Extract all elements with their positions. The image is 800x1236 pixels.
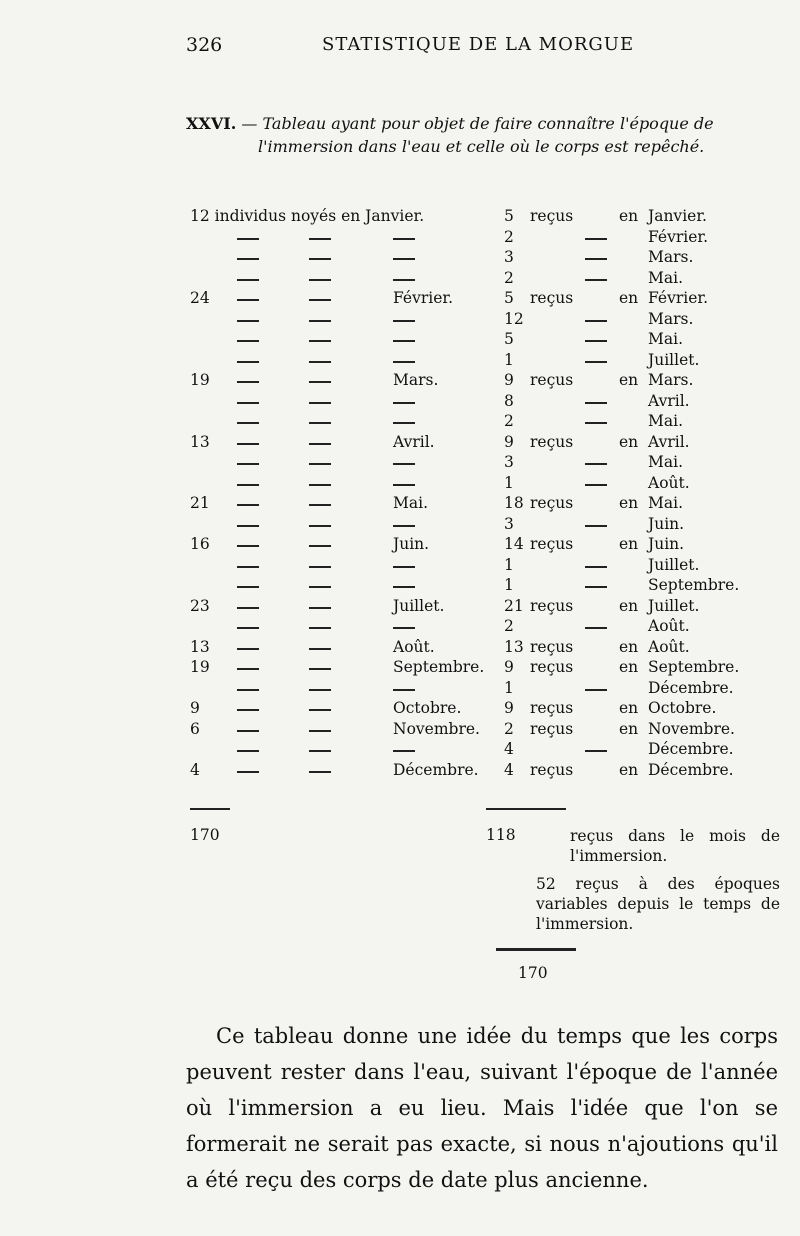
ditto-dash: [309, 750, 331, 752]
ditto-dash: [309, 607, 331, 609]
found-month: Mai.: [648, 268, 683, 287]
immersed-count: 19: [190, 371, 210, 389]
ditto-dash: [309, 566, 331, 568]
found-count: 13: [504, 637, 524, 656]
found-month: Mai.: [648, 494, 683, 512]
found-count: 3: [504, 514, 514, 533]
table-row: [0, 207, 800, 228]
ditto-dash: [585, 627, 607, 629]
grand-total: 170: [518, 964, 548, 982]
ditto-dash: [585, 340, 607, 342]
table-row: [0, 679, 800, 700]
recus-label: reçus: [530, 371, 574, 389]
table-row: [0, 699, 800, 720]
table-row: [0, 515, 800, 536]
ditto-dash: [309, 484, 331, 486]
ditto-dash: [393, 484, 415, 486]
ditto-dash: [309, 361, 331, 363]
drowning-table: [0, 207, 800, 781]
found-month: Juillet.: [648, 596, 700, 615]
immersion-month: Novembre.: [393, 719, 480, 738]
ditto-dash: [309, 422, 331, 424]
ditto-dash: [309, 320, 331, 322]
ditto-dash: [237, 422, 259, 424]
en-label: en: [619, 207, 639, 225]
ditto-dash: [309, 586, 331, 588]
found-month: Août.: [648, 637, 690, 656]
ditto-dash: [393, 750, 415, 752]
table-row: [0, 720, 800, 741]
page-number: 326: [186, 34, 223, 56]
note-same-month: reçus dans le mois de l'immersion.: [570, 827, 780, 865]
table-row: [0, 556, 800, 577]
found-count: 2: [504, 412, 514, 430]
ditto-dash: [585, 361, 607, 363]
page-header: [0, 30, 800, 64]
found-count: 21: [504, 596, 524, 615]
en-label: en: [619, 658, 639, 676]
found-month: Mars.: [648, 371, 694, 389]
immersed-count: 13: [190, 637, 210, 656]
found-count: 3: [504, 248, 514, 266]
found-month: Novembre.: [648, 719, 735, 738]
total-immersed: 170: [190, 826, 220, 844]
immersed-count: 24: [190, 289, 210, 307]
found-count: 9: [504, 699, 514, 717]
table-row: [0, 269, 800, 290]
found-month: Avril.: [648, 391, 690, 410]
found-count: 9: [504, 371, 514, 389]
found-count: 9: [504, 432, 514, 451]
immersion-month: Août.: [393, 637, 435, 656]
ditto-dash: [237, 443, 259, 445]
recus-label: reçus: [530, 432, 574, 451]
immersed-count: 9: [190, 699, 200, 717]
ditto-dash: [237, 771, 259, 773]
immersion-month: Avril.: [393, 432, 435, 451]
table-row: [0, 351, 800, 372]
table-row: [0, 761, 800, 782]
ditto-dash: [585, 258, 607, 260]
found-month: Septembre.: [648, 576, 740, 594]
immersion-month: Juillet.: [393, 596, 445, 615]
table-row: [0, 453, 800, 474]
ditto-dash: [585, 279, 607, 281]
found-count: 5: [504, 207, 514, 225]
en-label: en: [619, 535, 639, 553]
ditto-dash: [237, 545, 259, 547]
found-month: Juin.: [648, 535, 685, 553]
ditto-dash: [309, 771, 331, 773]
found-count: 2: [504, 617, 514, 635]
grand-total-rule: [496, 948, 576, 951]
table-row: [0, 228, 800, 249]
immersed-count: 13: [190, 432, 210, 451]
ditto-dash: [393, 566, 415, 568]
table-row: [0, 638, 800, 659]
recus-label: reçus: [530, 760, 574, 779]
ditto-dash: [237, 525, 259, 527]
found-count: 8: [504, 391, 514, 410]
found-month: Mars.: [648, 248, 694, 266]
en-label: en: [619, 760, 639, 779]
immersion-month: Mars.: [393, 371, 439, 389]
found-month: Août.: [648, 617, 690, 635]
ditto-dash: [237, 402, 259, 404]
ditto-dash: [585, 463, 607, 465]
ditto-dash: [237, 320, 259, 322]
table-row: [0, 740, 800, 761]
ditto-dash: [309, 381, 331, 383]
found-month: Juillet.: [648, 555, 700, 574]
ditto-dash: [237, 361, 259, 363]
found-month: Décembre.: [648, 678, 734, 697]
table-row: [0, 597, 800, 618]
ditto-dash: [309, 299, 331, 301]
ditto-dash: [393, 525, 415, 527]
ditto-dash: [393, 279, 415, 281]
en-label: en: [619, 699, 639, 717]
en-label: en: [619, 371, 639, 389]
ditto-dash: [309, 525, 331, 527]
found-month: Mars.: [648, 309, 694, 328]
ditto-dash: [309, 463, 331, 465]
found-month: Juillet.: [648, 350, 700, 369]
found-count: 2: [504, 227, 514, 246]
en-label: en: [619, 432, 639, 451]
found-month: Septembre.: [648, 658, 740, 676]
table-row: [0, 494, 800, 515]
immersed-count: 4: [190, 760, 200, 779]
ditto-dash: [585, 525, 607, 527]
found-month: Février.: [648, 227, 709, 246]
ditto-dash: [237, 504, 259, 506]
ditto-dash: [309, 238, 331, 240]
ditto-dash: [309, 258, 331, 260]
ditto-dash: [309, 648, 331, 650]
found-count: 18: [504, 494, 524, 512]
ditto-dash: [309, 545, 331, 547]
recus-label: reçus: [530, 535, 574, 553]
recus-label: reçus: [530, 596, 574, 615]
caption-dash: —: [241, 114, 258, 133]
ditto-dash: [585, 402, 607, 404]
found-count: 9: [504, 658, 514, 676]
ditto-dash: [393, 586, 415, 588]
ditto-dash: [237, 238, 259, 240]
immersion-month: Décembre.: [393, 760, 479, 779]
found-count: 1: [504, 473, 514, 492]
immersed-count: 23: [190, 596, 210, 615]
ditto-dash: [585, 586, 607, 588]
immersion-month: Mai.: [393, 494, 428, 512]
recus-label: reçus: [530, 658, 574, 676]
table-row: [0, 617, 800, 638]
found-count: 5: [504, 289, 514, 307]
ditto-dash: [309, 279, 331, 281]
ditto-dash: [393, 627, 415, 629]
immersed-count: 16: [190, 535, 210, 553]
ditto-dash: [393, 238, 415, 240]
ditto-dash: [309, 709, 331, 711]
table-caption: [186, 112, 776, 158]
table-row: [0, 433, 800, 454]
found-month: Mai.: [648, 412, 683, 430]
table-number: XXVI.: [186, 114, 237, 133]
found-count: 2: [504, 719, 514, 738]
found-month: Janvier.: [648, 207, 707, 225]
recus-label: reçus: [530, 207, 574, 225]
paragraph-text: Ce tableau donne une idée du temps que les corps peuvent rester dans l'eau, suivant l'époque de l'année où l'immersion a eu lieu. Mais l'idée que l'on se formerait ne serait pas exacte, si nous n'ajoutions qu'il a été reçu des corps de date plus ancienne.: [186, 1024, 778, 1192]
immersion-month: Septembre.: [393, 658, 485, 676]
found-count: 2: [504, 268, 514, 287]
ditto-dash: [237, 648, 259, 650]
table-row: [0, 371, 800, 392]
table-row: [0, 310, 800, 331]
ditto-dash: [585, 320, 607, 322]
ditto-dash: [309, 668, 331, 670]
found-count: 4: [504, 760, 514, 779]
table-row: [0, 289, 800, 310]
table-row: [0, 392, 800, 413]
immersed-count: 6: [190, 719, 200, 738]
immersion-month: Juin.: [393, 535, 430, 553]
body-paragraph: [186, 1018, 778, 1198]
ditto-dash: [393, 463, 415, 465]
ditto-dash: [585, 238, 607, 240]
ditto-dash: [309, 443, 331, 445]
ditto-dash: [237, 709, 259, 711]
ditto-dash: [237, 258, 259, 260]
immersion-month: Octobre.: [393, 699, 462, 717]
found-count: 3: [504, 453, 514, 471]
found-count: 1: [504, 555, 514, 574]
en-label: en: [619, 494, 639, 512]
ditto-dash: [237, 750, 259, 752]
total-rule-left: [190, 808, 230, 810]
ditto-dash: [237, 463, 259, 465]
found-count: 1: [504, 576, 514, 594]
ditto-dash: [237, 279, 259, 281]
total-rule-mid: [486, 808, 566, 810]
ditto-dash: [585, 484, 607, 486]
ditto-dash: [237, 689, 259, 691]
immersion-month: Février.: [393, 289, 454, 307]
ditto-dash: [237, 668, 259, 670]
found-month: Décembre.: [648, 740, 734, 758]
ditto-dash: [309, 402, 331, 404]
ditto-dash: [237, 340, 259, 342]
ditto-dash: [393, 320, 415, 322]
found-month: Décembre.: [648, 760, 734, 779]
ditto-dash: [237, 607, 259, 609]
ditto-dash: [237, 299, 259, 301]
ditto-dash: [309, 504, 331, 506]
found-month: Juin.: [648, 514, 685, 533]
recus-label: reçus: [530, 637, 574, 656]
ditto-dash: [585, 566, 607, 568]
recus-label: reçus: [530, 494, 574, 512]
ditto-dash: [393, 361, 415, 363]
found-month: Février.: [648, 289, 709, 307]
found-count: 1: [504, 678, 514, 697]
table-row: [0, 576, 800, 597]
table-row: [0, 248, 800, 269]
ditto-dash: [585, 422, 607, 424]
immersed-count: 21: [190, 494, 210, 512]
ditto-dash: [393, 258, 415, 260]
found-count: 1: [504, 350, 514, 369]
en-label: en: [619, 719, 639, 738]
ditto-dash: [393, 340, 415, 342]
ditto-dash: [237, 627, 259, 629]
recus-label: reçus: [530, 699, 574, 717]
found-count: 12: [504, 309, 524, 328]
ditto-dash: [237, 730, 259, 732]
row-lead-text: 12 individus noyés en Janvier.: [190, 207, 425, 225]
found-count: 14: [504, 535, 524, 553]
found-month: Octobre.: [648, 699, 717, 717]
found-month: Avril.: [648, 432, 690, 451]
table-row: [0, 658, 800, 679]
ditto-dash: [309, 340, 331, 342]
total-same-month: 118: [486, 826, 516, 844]
note-later: 52 reçus à des époques variables depuis le temps de l'immersion.: [536, 875, 780, 933]
ditto-dash: [585, 750, 607, 752]
ditto-dash: [237, 381, 259, 383]
en-label: en: [619, 289, 639, 307]
table-row: [0, 412, 800, 433]
ditto-dash: [393, 402, 415, 404]
found-month: Août.: [648, 473, 690, 492]
found-count: 4: [504, 740, 514, 758]
found-month: Mai.: [648, 330, 683, 348]
ditto-dash: [237, 484, 259, 486]
ditto-dash: [309, 730, 331, 732]
ditto-dash: [237, 566, 259, 568]
recus-label: reçus: [530, 719, 574, 738]
table-row: [0, 474, 800, 495]
caption-line-2: l'immersion dans l'eau et celle où le corps est repêché.: [258, 137, 705, 156]
running-title: STATISTIQUE DE LA MORGUE: [322, 34, 635, 55]
table-row: [0, 330, 800, 351]
ditto-dash: [393, 422, 415, 424]
ditto-dash: [393, 689, 415, 691]
recus-label: reçus: [530, 289, 574, 307]
en-label: en: [619, 596, 639, 615]
ditto-dash: [237, 586, 259, 588]
found-count: 5: [504, 330, 514, 348]
table-row: [0, 535, 800, 556]
ditto-dash: [309, 689, 331, 691]
caption-line-1: Tableau ayant pour objet de faire connaître l'époque de: [262, 114, 714, 133]
found-month: Mai.: [648, 453, 683, 471]
en-label: en: [619, 637, 639, 656]
immersed-count: 19: [190, 658, 210, 676]
ditto-dash: [309, 627, 331, 629]
ditto-dash: [585, 689, 607, 691]
